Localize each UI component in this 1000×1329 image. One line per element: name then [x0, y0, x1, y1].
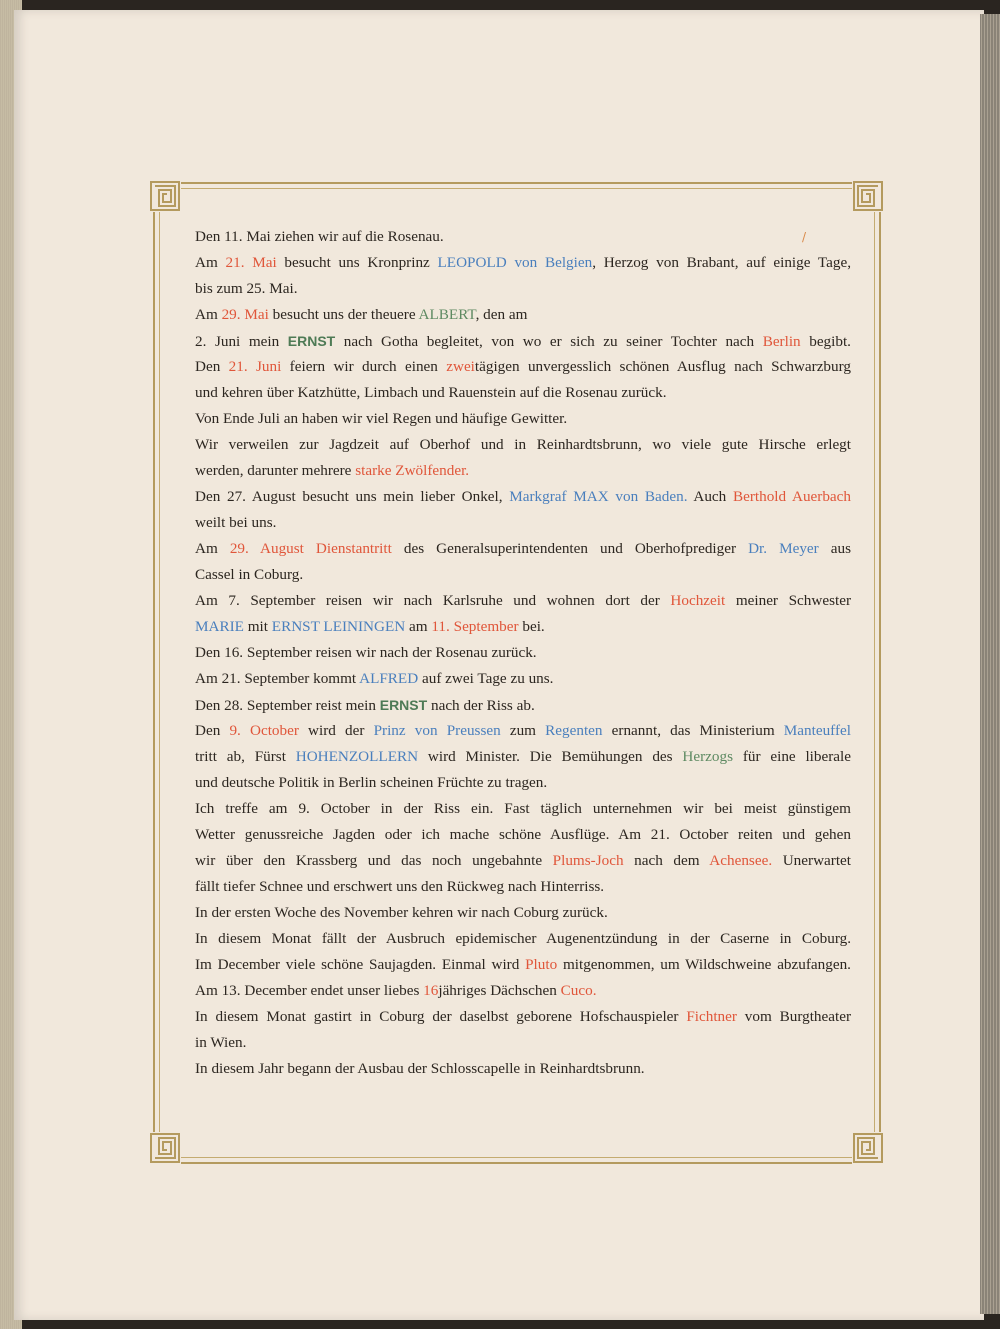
- highlighted-name: Hochzeit: [670, 592, 726, 609]
- highlighted-name: ERNST LEININGEN: [271, 618, 406, 635]
- text-segment: Ich treffe am 9. October in der Riss ein. Fast täglich unternehmen wir bei meist günstigem: [195, 800, 851, 817]
- text-line: [195, 952, 851, 978]
- text-segment: am: [405, 618, 432, 635]
- text-line: [195, 588, 851, 614]
- text-line: [195, 302, 851, 328]
- highlighted-name: MARIE: [195, 618, 244, 635]
- pencil-mark: /: [802, 230, 807, 244]
- text-segment: und kehren über Katzhütte, Limbach und Rauenstein auf die Rosenau zurück.: [195, 384, 667, 401]
- text-segment: Auch: [687, 488, 733, 505]
- text-segment: Am 13. December endet unser liebes: [195, 982, 424, 999]
- text-segment: Den 16. September reisen wir nach der Rosenau zurück.: [195, 644, 537, 661]
- text-segment: wird Minister. Die Bemühungen des: [418, 748, 683, 765]
- text-line: [195, 354, 851, 380]
- text-segment: auf zwei Tage zu uns.: [418, 670, 554, 687]
- text-segment: Den 11. Mai ziehen wir auf die Rosenau.: [195, 228, 444, 245]
- text-segment: wir über den Krassberg und das noch ungebahnte: [195, 852, 553, 869]
- diary-text-block: [195, 224, 851, 1082]
- text-line: [195, 510, 851, 536]
- text-segment: Am 21. September kommt: [195, 670, 360, 687]
- text-line: [195, 900, 851, 926]
- text-segment: Den: [195, 722, 230, 739]
- text-segment: tägigen unvergesslich schönen Ausflug nach Schwarzburg: [474, 358, 852, 375]
- text-line: [195, 458, 851, 484]
- highlighted-name: Berthold Auerbach: [732, 488, 852, 505]
- text-segment: in Wien.: [195, 1034, 247, 1051]
- highlighted-name: 21. Mai: [225, 254, 277, 271]
- highlighted-name: 11. September: [431, 618, 519, 635]
- text-segment: In diesem Monat gastirt in Coburg der daselbst geborene Hofschauspieler: [195, 1008, 687, 1025]
- text-segment: Wetter genussreiche Jagden oder ich mache schöne Ausflüge. Am 21. October reiten und gehen: [195, 826, 851, 843]
- highlighted-name: Fichtner: [686, 1008, 737, 1025]
- text-line: [195, 822, 851, 848]
- text-line: [195, 1030, 851, 1056]
- text-segment: weilt bei uns.: [195, 514, 277, 531]
- text-line: [195, 276, 851, 302]
- corner-ornament-top-left: [149, 180, 181, 212]
- text-line: [195, 744, 851, 770]
- highlighted-name: Regenten: [545, 722, 603, 739]
- text-segment: Am 7. September reisen wir nach Karlsruhe und wohnen dort der: [195, 592, 671, 609]
- text-segment: besucht uns Kronprinz: [276, 254, 438, 271]
- text-line: [195, 1056, 851, 1082]
- text-segment: nach der Riss ab.: [427, 697, 535, 714]
- text-segment: meiner Schwester: [725, 592, 851, 609]
- highlighted-name: Plums-Joch: [552, 852, 624, 869]
- text-segment: Am: [195, 540, 230, 557]
- text-line: [195, 536, 851, 562]
- text-segment: 2. Juni mein: [195, 333, 288, 350]
- text-segment: mit: [243, 618, 272, 635]
- text-segment: zum: [500, 722, 546, 739]
- text-segment: mitgenommen, um Wildschweine abzufangen.: [557, 956, 851, 973]
- book-page-edge-right: [980, 14, 1000, 1314]
- text-segment: wird der: [298, 722, 374, 739]
- text-segment: bis zum 25. Mai.: [195, 280, 298, 297]
- text-line: [195, 562, 851, 588]
- text-segment: für eine liberale: [733, 748, 851, 765]
- text-segment: tritt ab, Fürst: [195, 748, 296, 765]
- text-line: [195, 380, 851, 406]
- highlighted-name: ERNST: [287, 333, 336, 349]
- text-line: [195, 640, 851, 666]
- highlighted-name: Herzogs: [682, 748, 734, 765]
- text-segment: bei.: [518, 618, 545, 635]
- text-line: [195, 224, 851, 250]
- text-line: [195, 250, 851, 276]
- text-line: [195, 406, 851, 432]
- text-line: [195, 926, 851, 952]
- text-segment: Den 27. August besucht uns mein lieber Onkel,: [195, 488, 510, 505]
- highlighted-name: ERNST: [379, 697, 428, 713]
- highlighted-name: 29. August Dienstantritt: [229, 540, 392, 557]
- highlighted-name: Cuco.: [560, 982, 597, 999]
- corner-ornament-top-right: [852, 180, 884, 212]
- text-segment: besucht uns der theuere: [268, 306, 419, 323]
- text-segment: aus: [818, 540, 852, 557]
- text-line: [195, 848, 851, 874]
- text-segment: des Generalsuperintendenten und Oberhofprediger: [391, 540, 749, 557]
- text-segment: ernannt, das Ministerium: [602, 722, 784, 739]
- text-segment: Im December viele schöne Saujagden. Einmal wird: [195, 956, 526, 973]
- text-segment: feiern wir durch einen: [281, 358, 447, 375]
- text-segment: werden, darunter mehrere: [195, 462, 356, 479]
- text-segment: vom Burgtheater: [736, 1008, 852, 1025]
- text-line: [195, 666, 851, 692]
- text-segment: , den am: [475, 306, 528, 323]
- text-segment: Den 28. September reist mein: [195, 697, 380, 714]
- text-segment: Von Ende Juli an haben wir viel Regen und häufige Gewitter.: [195, 410, 568, 427]
- highlighted-name: starke Zwölfender.: [355, 462, 470, 479]
- text-segment: In diesem Monat fällt der Ausbruch epidemischer Augenentzündung in der Caserne in Coburg.: [195, 930, 851, 947]
- text-segment: , Herzog von Brabant, auf einige Tage,: [592, 254, 852, 271]
- text-segment: jähriges Dächschen: [438, 982, 561, 999]
- text-segment: nach Gotha begleitet, von wo er sich zu seiner Tochter nach: [335, 333, 763, 350]
- text-segment: Am: [195, 254, 226, 271]
- text-line: [195, 614, 851, 640]
- text-segment: Am: [195, 306, 222, 323]
- highlighted-name: Berlin: [762, 333, 801, 350]
- corner-ornament-bottom-right: [852, 1132, 884, 1164]
- text-line: [195, 328, 851, 354]
- highlighted-name: 16: [423, 982, 439, 999]
- highlighted-name: 9. October: [229, 722, 299, 739]
- text-segment: begibt.: [800, 333, 851, 350]
- text-segment: In diesem Jahr begann der Ausbau der Schlosscapelle in Reinhardtsbrunn.: [195, 1060, 645, 1077]
- text-line: [195, 1004, 851, 1030]
- highlighted-name: 21. Juni: [228, 358, 282, 375]
- text-segment: Unerwartet: [772, 852, 852, 869]
- highlighted-name: Prinz von Preussen: [373, 722, 501, 739]
- text-line: [195, 874, 851, 900]
- text-line: [195, 718, 851, 744]
- text-segment: Cassel in Coburg.: [195, 566, 304, 583]
- highlighted-name: ALFRED: [359, 670, 419, 687]
- highlighted-name: 29. Mai: [221, 306, 269, 323]
- highlighted-name: Pluto: [525, 956, 558, 973]
- text-segment: Den: [195, 358, 229, 375]
- corner-ornament-bottom-left: [149, 1132, 181, 1164]
- text-line: [195, 978, 851, 1004]
- text-line: [195, 432, 851, 458]
- text-line: [195, 692, 851, 718]
- text-segment: Wir verweilen zur Jagdzeit auf Oberhof und in Reinhardtsbrunn, wo viele gute Hirsche erlegt: [195, 436, 851, 453]
- text-segment: und deutsche Politik in Berlin scheinen Früchte zu tragen.: [195, 774, 548, 791]
- text-segment: fällt tiefer Schnee und erschwert uns den Rückweg nach Hinterriss.: [195, 878, 605, 895]
- highlighted-name: Markgraf MAX von Baden.: [509, 488, 688, 505]
- text-line: [195, 484, 851, 510]
- text-line: [195, 770, 851, 796]
- highlighted-name: Dr. Meyer: [748, 540, 819, 557]
- highlighted-name: ALBERT: [418, 306, 476, 323]
- text-line: [195, 796, 851, 822]
- text-segment: In der ersten Woche des November kehren wir nach Coburg zurück.: [195, 904, 608, 921]
- highlighted-name: Manteuffel: [783, 722, 851, 739]
- highlighted-name: HOHENZOLLERN: [295, 748, 419, 765]
- text-segment: nach dem: [623, 852, 710, 869]
- highlighted-name: Achensee.: [709, 852, 773, 869]
- highlighted-name: LEOPOLD von Belgien: [437, 254, 593, 271]
- highlighted-name: zwei: [446, 358, 475, 375]
